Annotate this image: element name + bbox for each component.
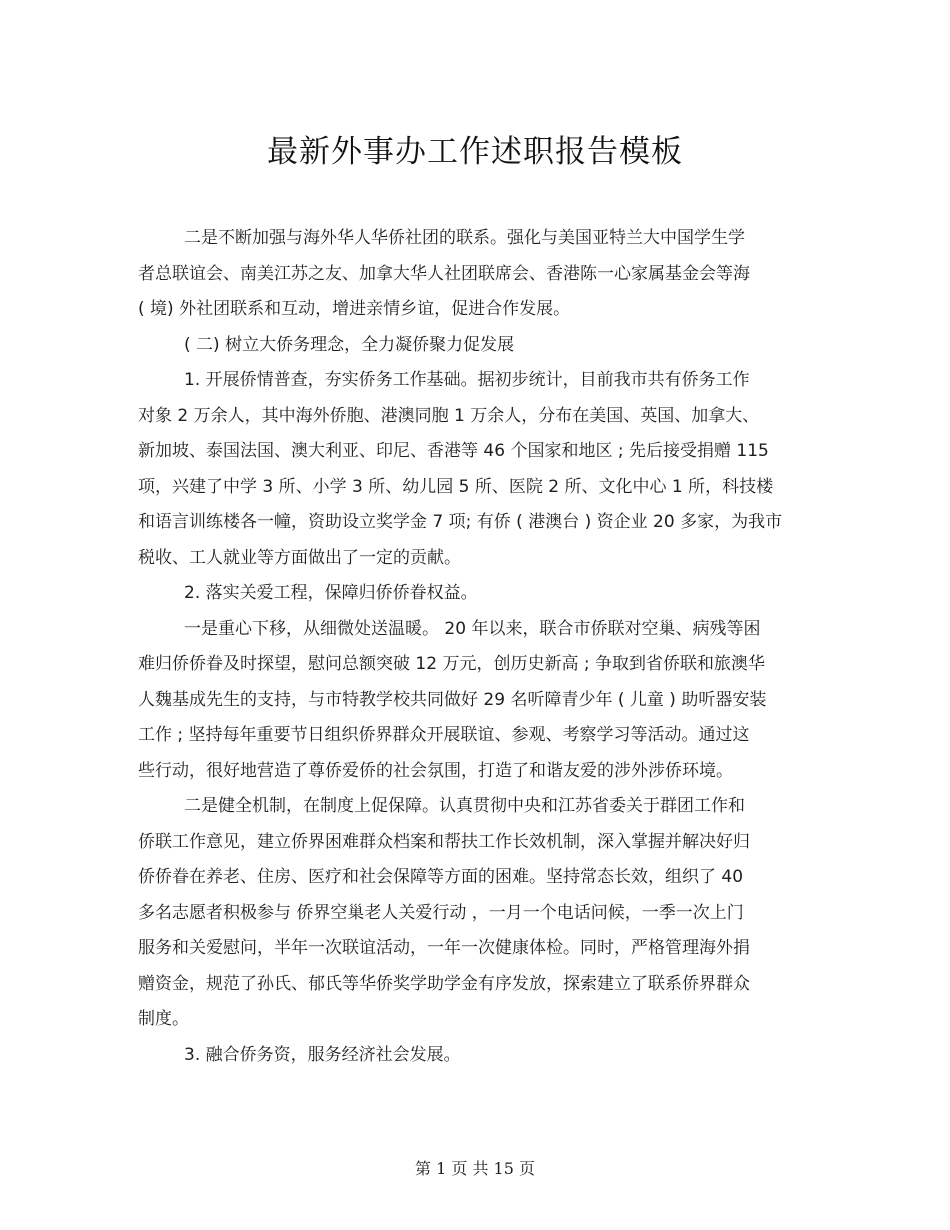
text-line: 二是健全机制，在制度上促保障。认真贯彻中央和江苏省委关于群团工作和 <box>184 796 745 816</box>
document-title: 最新外事办工作述职报告模板 <box>267 134 683 170</box>
text-line: 侨侨眷在养老、住房、医疗和社会保障等方面的困难。坚持常态长效，组织了 40 <box>138 867 744 887</box>
page-footer: 第 1 页 共 15 页 <box>415 1159 535 1178</box>
text-line: 项，兴建了中学 3 所、小学 3 所、幼儿园 5 所、医院 2 所、文化中心 1 所，科技楼 <box>138 476 774 497</box>
text-line: 赠资金，规范了孙氏、郁氏等华侨奖学助学金有序发放，探索建立了联系侨界群众 <box>138 973 750 994</box>
text-line: 服务和关爱慰问，半年一次联谊活动，一年一次健康体检。同时，严格管理海外捐 <box>138 938 750 958</box>
text-line: 2. 落实关爱工程，保障归侨侨眷权益。 <box>184 583 478 603</box>
text-line: 工作 ; 坚持每年重要节日组织侨界群众开展联谊、参观、考察学习等活动。通过这 <box>138 725 750 745</box>
text-line: 二是不断加强与海外华人华侨社团的联系。强化与美国亚特兰大中国学生学 <box>184 228 745 248</box>
text-line: 1. 开展侨情普查，夯实侨务工作基础。据初步统计，目前我市共有侨务工作 <box>184 370 750 390</box>
text-line: ( 境) 外社团联系和互动，增进亲情乡谊，促进合作发展。 <box>138 299 571 319</box>
text-line: 一是重心下移，从细微处送温暖。 20 年以来，联合市侨联对空巢、病残等困 <box>184 618 761 639</box>
text-line: 和语言训练楼各一幢，资助设立奖学金 7 项; 有侨 ( 港澳台 ) 资企业 20 多家，为我市 <box>138 512 783 532</box>
text-line: 对象 2 万余人，其中海外侨胞、港澳同胞 1 万余人，分布在美国、英国、加拿大、 <box>138 405 760 426</box>
section-heading: ( 二) 树立大侨务理念，全力凝侨聚力促发展 <box>184 334 515 355</box>
text-line: 者总联谊会、南美江苏之友、加拿大华人社团联席会、香港陈一心家属基金会等海 <box>138 263 750 284</box>
text-line: 税收、工人就业等方面做出了一定的贡献。 <box>138 547 461 568</box>
text-line: 新加坡、泰国法国、澳大利亚、印尼、香港等 46 个国家和地区 ; 先后接受捐赠 115 <box>138 441 769 461</box>
text-line: 侨联工作意见，建立侨界困难群众档案和帮扶工作长效机制，深入掌握并解决好归 <box>138 831 750 852</box>
text-line: 人魏基成先生的支持，与市特教学校共同做好 29 名听障青少年 ( 儿童 ) 助听器安装 <box>138 689 767 710</box>
text-line: 3. 融合侨务资，服务经济社会发展。 <box>184 1044 461 1065</box>
text-line: 多名志愿者积极参与 侨界空巢老人关爱行动 ，一月一个电话问候，一季一次上门 <box>138 902 744 923</box>
text-line: 难归侨侨眷及时探望，慰问总额突破 12 万元，创历史新高 ; 争取到省侨联和旅澳华 <box>138 654 765 674</box>
document-body <box>138 221 818 1073</box>
text-line: 制度。 <box>138 1009 189 1029</box>
text-line: 些行动，很好地营造了尊侨爱侨的社会氛围，打造了和谐友爱的涉外涉侨环境。 <box>138 760 733 781</box>
